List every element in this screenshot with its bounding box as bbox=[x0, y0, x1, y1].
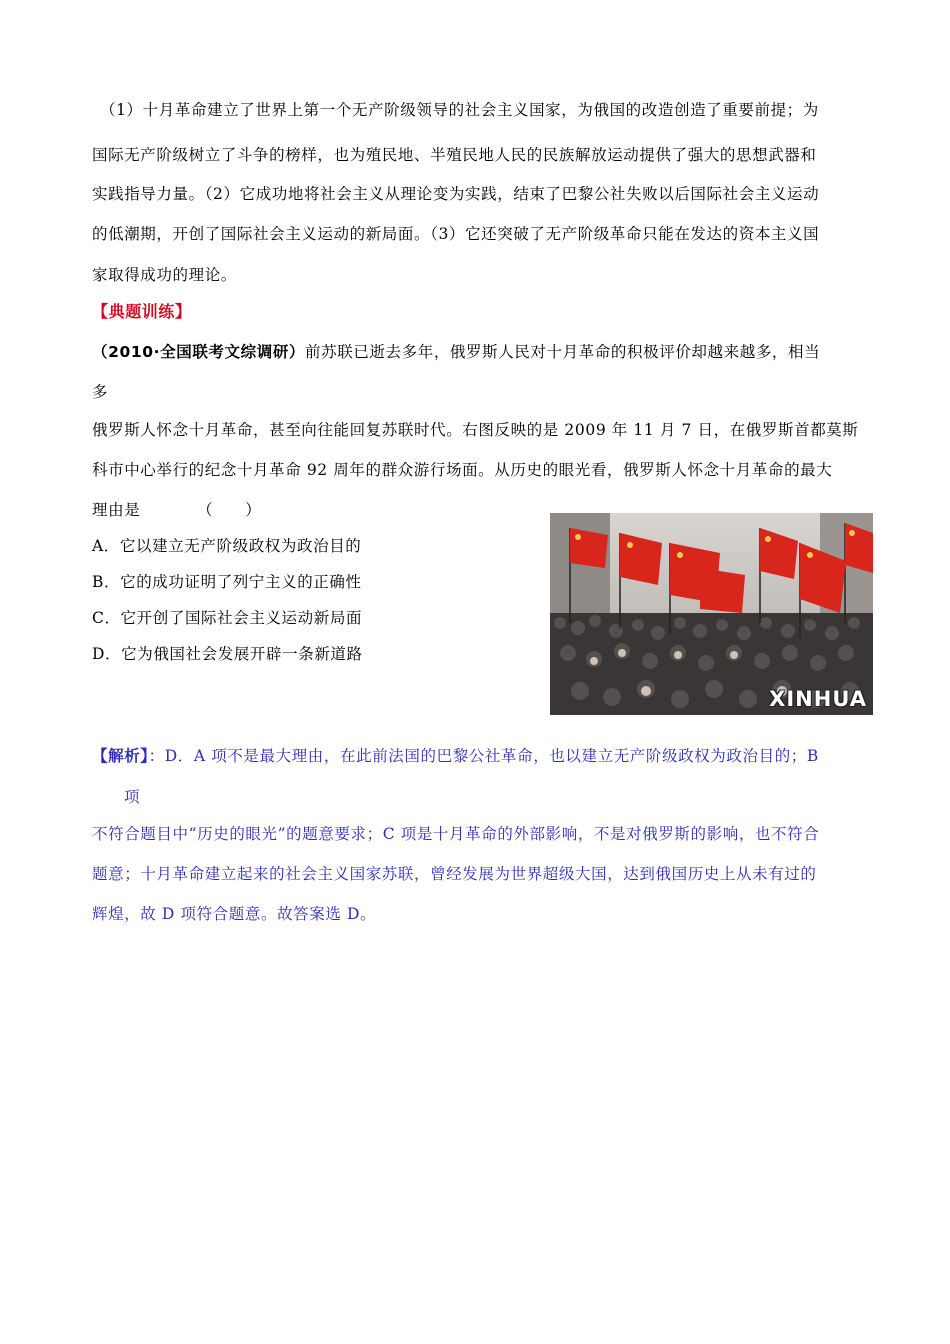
question-line-3: 俄罗斯人怀念十月革命，甚至向往能回复苏联时代。右图反映的是 2009 年 11 月 7 日，在俄罗斯首都莫斯 bbox=[92, 421, 859, 439]
question-line-1 bbox=[92, 342, 820, 362]
para-line-2: 国际无产阶级树立了斗争的榜样，也为殖民地、半殖民地人民的民族解放运动提供了强大的思想武器和 bbox=[92, 146, 817, 164]
analysis-line-5: 辉煌，故 D 项符合题意。故答案选 D。 bbox=[92, 905, 377, 923]
analysis-line-3: 不符合题目中“历史的眼光”的题意要求；C 项是十月革命的外部影响，不是对俄罗斯的影响，也不符合 bbox=[92, 825, 820, 843]
para-line-3: 实践指导力量。（2）它成功地将社会主义从理论变为实践，结束了巴黎公社失败以后国际社会主义运动 bbox=[92, 185, 820, 203]
question-source: （2010·全国联考文综调研） bbox=[92, 343, 306, 361]
para-line-4: 的低潮期，开创了国际社会主义运动的新局面。（3）它还突破了无产阶级革命只能在发达的资本主义国 bbox=[92, 225, 820, 243]
para-line-5: 家取得成功的理论。 bbox=[92, 266, 237, 284]
question-text-1: 前苏联已逝去多年，俄罗斯人民对十月革命的积极评价却越来越多，相当 bbox=[305, 343, 821, 361]
question-line-2: 多 bbox=[92, 383, 109, 401]
para-line-1: （1）十月革命建立了世界上第一个无产阶级领导的社会主义国家，为俄国的改造创造了重要前提；为 bbox=[100, 101, 819, 119]
analysis-line-4: 题意；十月革命建立起来的社会主义国家苏联，曾经发展为世界超级大国，达到俄国历史上从未有过的 bbox=[92, 865, 817, 883]
demonstration-photo bbox=[550, 513, 873, 715]
question-line-4: 科市中心举行的纪念十月革命 92 周年的群众游行场面。从历史的眼光看，俄罗斯人怀念十月革命的最大 bbox=[92, 461, 833, 479]
analysis-line-2: 项 bbox=[124, 788, 141, 806]
option-c: C．它开创了国际社会主义运动新局面 bbox=[92, 609, 363, 627]
option-d: D．它为俄国社会发展开辟一条新道路 bbox=[92, 645, 363, 663]
photo-watermark: XINHUA bbox=[769, 687, 867, 711]
question-line-5: 理由是 （ ） bbox=[92, 501, 262, 519]
analysis-label: 【解析】 bbox=[92, 747, 149, 765]
analysis-text-1: ：D．A 项不是最大理由，在此前法国的巴黎公社革命，也以建立无产阶级政权为政治目的；B bbox=[148, 747, 819, 765]
section-title: 【典题训练】 bbox=[92, 302, 192, 321]
option-b: B．它的成功证明了列宁主义的正确性 bbox=[92, 573, 362, 591]
option-a: A．它以建立无产阶级政权为政治目的 bbox=[92, 537, 362, 555]
crowd-flags-illustration bbox=[550, 513, 873, 715]
analysis-line-1 bbox=[92, 746, 819, 766]
